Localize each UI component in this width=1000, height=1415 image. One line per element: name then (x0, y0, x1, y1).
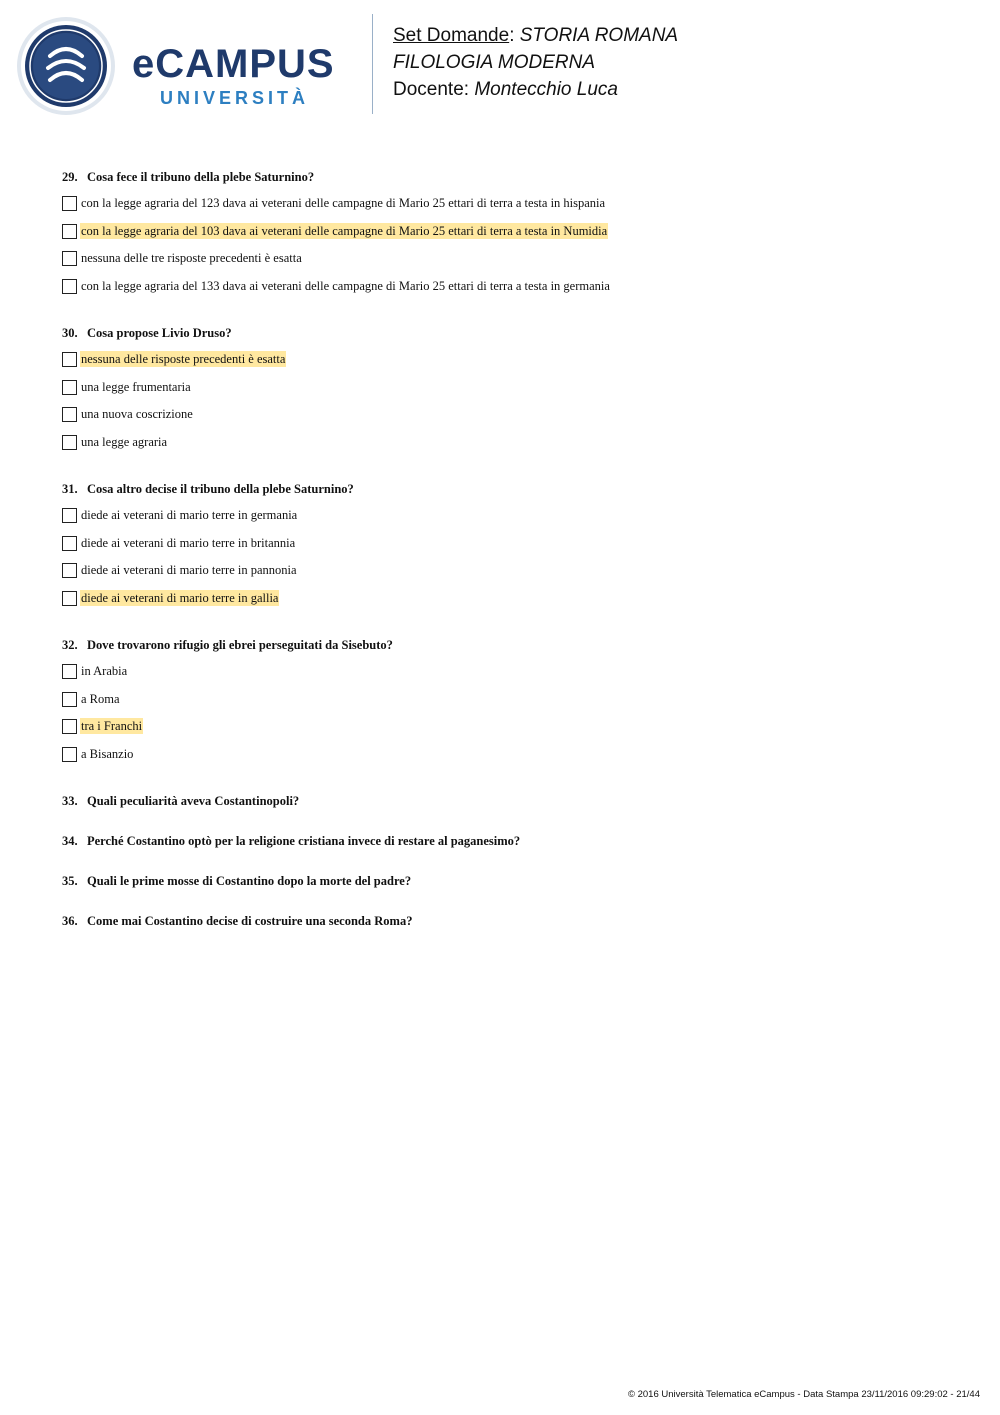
question-block (62, 168, 962, 305)
teacher-label: Docente: (393, 79, 475, 100)
question-number: 36. (62, 914, 78, 928)
answer-option[interactable] (62, 351, 962, 379)
teacher-line (393, 76, 678, 103)
question-title (62, 480, 962, 498)
answer-option[interactable] (62, 746, 962, 774)
question-text: Quali le prime mosse di Costantino dopo la morte del padre? (87, 874, 412, 888)
answer-option[interactable] (62, 379, 962, 407)
teacher-name: Montecchio Luca (474, 79, 618, 100)
question-title (62, 832, 962, 850)
answer-checkbox[interactable] (62, 563, 77, 578)
answer-checkbox[interactable] (62, 407, 77, 422)
answer-option[interactable] (62, 406, 962, 434)
answer-checkbox[interactable] (62, 747, 77, 762)
question-list (62, 168, 962, 952)
answer-checkbox[interactable] (62, 435, 77, 450)
answer-checkbox[interactable] (62, 591, 77, 606)
question-text: Cosa fece il tribuno della plebe Saturnino? (87, 170, 315, 184)
question-number: 35. (62, 874, 78, 888)
answer-checkbox[interactable] (62, 692, 77, 707)
answer-text: a Bisanzio (81, 746, 134, 761)
answer-text-highlighted: con la legge agraria del 103 dava ai veterani delle campagne di Mario 25 ettari di terra a testa in Numidia (81, 223, 608, 238)
answer-checkbox[interactable] (62, 536, 77, 551)
answer-option[interactable] (62, 663, 962, 691)
answer-text: una legge frumentaria (81, 379, 191, 394)
answer-option[interactable] (62, 507, 962, 535)
multiple-choice-questions (62, 168, 962, 773)
set-value: STORIA ROMANA (519, 25, 679, 46)
question-number: 30. (62, 326, 78, 340)
answer-text-highlighted: tra i Franchi (81, 719, 143, 733)
page-header (0, 0, 1000, 140)
header-divider (372, 14, 373, 114)
course-name: FILOLOGIA MODERNA (393, 52, 595, 73)
open-question-block (62, 872, 962, 890)
question-title (62, 872, 962, 890)
set-label: Set Domande (393, 25, 510, 46)
question-number: 31. (62, 482, 78, 496)
answer-text: con la legge agraria del 133 dava ai veterani delle campagne di Mario 25 ettari di terra a testa in germania (81, 278, 610, 293)
answer-text: diede ai veterani di mario terre in britannia (81, 535, 296, 550)
question-text: Perché Costantino optò per la religione cristiana invece di restare al paganesimo? (87, 834, 521, 848)
logo-wordmark-text: eCAMPUS (132, 42, 335, 86)
answer-option[interactable] (62, 195, 962, 223)
answer-text: diede ai veterani di mario terre in germania (81, 508, 298, 522)
answer-checkbox[interactable] (62, 251, 77, 266)
answer-text-highlighted: nessuna delle risposte precedenti è esatta (81, 352, 286, 366)
question-text: Come mai Costantino decise di costruire una seconda Roma? (87, 914, 413, 928)
question-number: 32. (62, 638, 78, 652)
question-number: 34. (62, 834, 78, 848)
question-title (62, 792, 962, 810)
question-block (62, 480, 962, 617)
answer-checkbox[interactable] (62, 508, 77, 523)
answer-option[interactable] (62, 434, 962, 462)
answer-text: a Roma (81, 691, 120, 706)
ecampus-seal-logo (16, 16, 116, 116)
question-title (62, 912, 962, 930)
answer-checkbox[interactable] (62, 279, 77, 294)
set-separator: : (509, 25, 520, 46)
page-footer: © 2016 Università Telematica eCampus - Data Stampa 23/11/2016 09:29:02 - 21/44 (627, 1389, 980, 1400)
answer-checkbox[interactable] (62, 224, 77, 239)
question-number: 29. (62, 170, 78, 184)
answer-option[interactable] (62, 562, 962, 590)
open-question-block (62, 832, 962, 850)
answer-option[interactable] (62, 590, 962, 618)
answer-option[interactable] (62, 718, 962, 746)
answer-text: con la legge agraria del 123 dava ai veterani delle campagne di Mario 25 ettari di terra a testa in hispania (81, 196, 606, 210)
question-block (62, 636, 962, 773)
answer-text: in Arabia (81, 664, 128, 678)
answer-text: diede ai veterani di mario terre in pannonia (81, 563, 297, 577)
answer-checkbox[interactable] (62, 352, 77, 367)
answer-text-highlighted: diede ai veterani di mario terre in gallia (81, 590, 279, 605)
logo-subtitle-text: UNIVERSITÀ (160, 88, 310, 108)
question-text: Cosa propose Livio Druso? (87, 326, 232, 340)
answer-option[interactable] (62, 250, 962, 278)
question-number: 33. (62, 794, 78, 808)
question-title (62, 636, 962, 654)
header-info (393, 22, 678, 103)
answer-option[interactable] (62, 691, 962, 719)
set-line (393, 22, 678, 49)
question-title (62, 168, 962, 186)
open-question-block (62, 912, 962, 930)
answer-checkbox[interactable] (62, 719, 77, 734)
answer-text: una legge agraria (81, 434, 168, 449)
ecampus-wordmark (132, 44, 335, 109)
answer-option[interactable] (62, 223, 962, 251)
answer-text: una nuova coscrizione (81, 407, 193, 421)
question-title (62, 324, 962, 342)
answer-text: nessuna delle tre risposte precedenti è esatta (81, 251, 302, 265)
answer-checkbox[interactable] (62, 380, 77, 395)
answer-checkbox[interactable] (62, 196, 77, 211)
question-block (62, 324, 962, 461)
question-text: Quali peculiarità aveva Costantinopoli? (87, 794, 300, 808)
answer-option[interactable] (62, 535, 962, 563)
open-question-block (62, 792, 962, 810)
question-text: Cosa altro decise il tribuno della plebe Saturnino? (87, 482, 354, 496)
open-questions (62, 792, 962, 930)
answer-option[interactable] (62, 278, 962, 306)
answer-checkbox[interactable] (62, 664, 77, 679)
question-text: Dove trovarono rifugio gli ebrei perseguitati da Sisebuto? (87, 638, 393, 652)
